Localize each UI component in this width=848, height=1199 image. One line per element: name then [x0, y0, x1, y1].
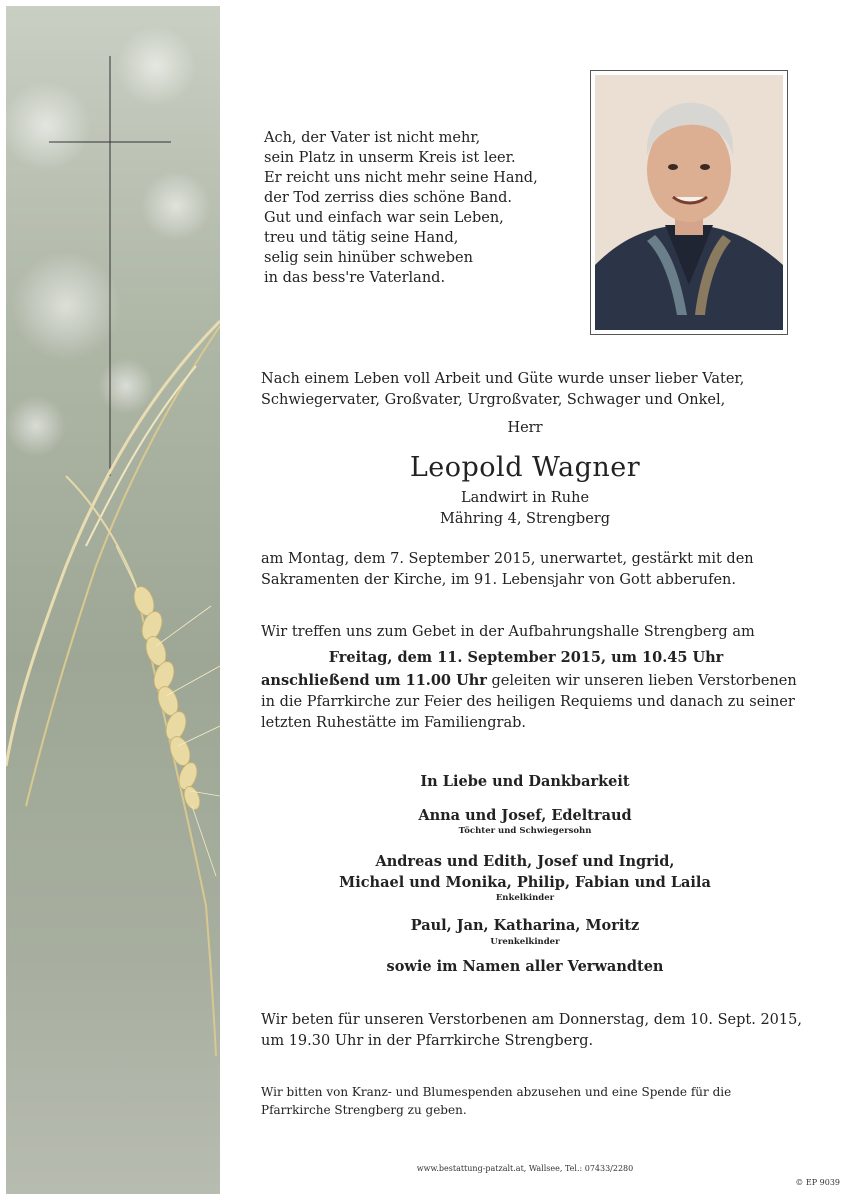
deceased-occupation: Landwirt in Ruhe [460, 490, 590, 506]
decorative-side-panel [6, 6, 220, 1194]
intro-line: Nach einem Leben voll Arbeit und Güte wurde unser lieber Vater, [261, 371, 745, 387]
wheat-illustration [6, 6, 220, 1194]
mourners-group-2-role: Enkelkinder [495, 893, 555, 903]
prayer-date: Freitag, dem 11. September 2015, um 10.45 Uhr [328, 649, 724, 666]
mourners-group-2-line: Andreas und Edith, Josef und Ingrid, [375, 853, 675, 870]
poem-line: in das bess're Vaterland. [264, 270, 446, 286]
death-notice [261, 549, 821, 591]
donation-line: Pfarrkirche Strengberg zu geben. [261, 1103, 467, 1117]
poem-line: Gut und einfach war sein Leben, [264, 210, 504, 226]
deceased-address: Mähring 4, Strengberg [439, 511, 611, 527]
mourners-group-3: Paul, Jan, Katharina, Moritz [410, 917, 640, 934]
template-code: © EP 9039 [795, 1178, 840, 1187]
donation-note [261, 1083, 821, 1119]
poem-line: treu und tätig seine Hand, [264, 230, 459, 246]
rosary-notice [261, 1010, 831, 1052]
mourners-group-2 [260, 851, 790, 893]
poem [264, 128, 564, 288]
mourners-heading: In Liebe und Dankbarkeit [420, 773, 630, 790]
poem-line: Ach, der Vater ist nicht mehr, [264, 130, 481, 146]
prayer-line: in die Pfarrkirche zur Feier des heiligen Requiems und danach zu seiner [261, 694, 795, 710]
rosary-line: um 19.30 Uhr in der Pfarrkirche Strengberg. [261, 1033, 594, 1049]
portrait-photo [595, 75, 783, 330]
salutation: Herr [507, 420, 543, 436]
deceased-details [260, 488, 790, 530]
mourners-group-1-role: Töchter und Schwiegersohn [458, 826, 592, 836]
prayer-line: letzten Ruhestätte im Familiengrab. [261, 715, 527, 731]
poem-line: selig sein hinüber schweben [264, 250, 473, 266]
mourners-group-2-line: Michael und Monika, Philip, Fabian und Laila [339, 874, 711, 891]
portrait-frame [590, 70, 788, 335]
procession-rest: geleiten wir unseren lieben Verstorbenen [486, 673, 797, 689]
mourners-group-1: Anna und Josef, Edeltraud [418, 807, 632, 824]
death-notice-line: am Montag, dem 7. September 2015, unerwartet, gestärkt mit den [261, 551, 754, 567]
poem-line: sein Platz in unserm Kreis ist leer. [264, 150, 516, 166]
deceased-name: Leopold Wagner [409, 452, 641, 483]
donation-line: Wir bitten von Kranz- und Blumespenden abzusehen und eine Spende für die [261, 1085, 732, 1099]
procession-line [261, 670, 821, 692]
prayer-line: Wir treffen uns zum Gebet in der Aufbahrungshalle Strengberg am [261, 624, 755, 640]
procession-time: anschließend um 11.00 Uhr [261, 672, 487, 689]
intro-text [261, 369, 821, 411]
intro-line: Schwiegervater, Großvater, Urgroßvater, Schwager und Onkel, [261, 392, 726, 408]
prayer-meeting [261, 622, 821, 734]
mourners-group-3-role: Urenkelkinder [490, 937, 560, 947]
poem-line: der Tod zerriss dies schöne Band. [264, 190, 513, 206]
rosary-line: Wir beten für unseren Verstorbenen am Donnerstag, dem 10. Sept. 2015, [261, 1012, 802, 1028]
undertaker-credit: www.bestattung-patzalt.at, Wallsee, Tel.: 07433/2280 [416, 1164, 634, 1173]
death-notice-line: Sakramenten der Kirche, im 91. Lebensjahr von Gott abberufen. [261, 572, 736, 588]
poem-line: Er reicht uns nicht mehr seine Hand, [264, 170, 538, 186]
mourners-closing: sowie im Namen aller Verwandten [386, 958, 664, 975]
